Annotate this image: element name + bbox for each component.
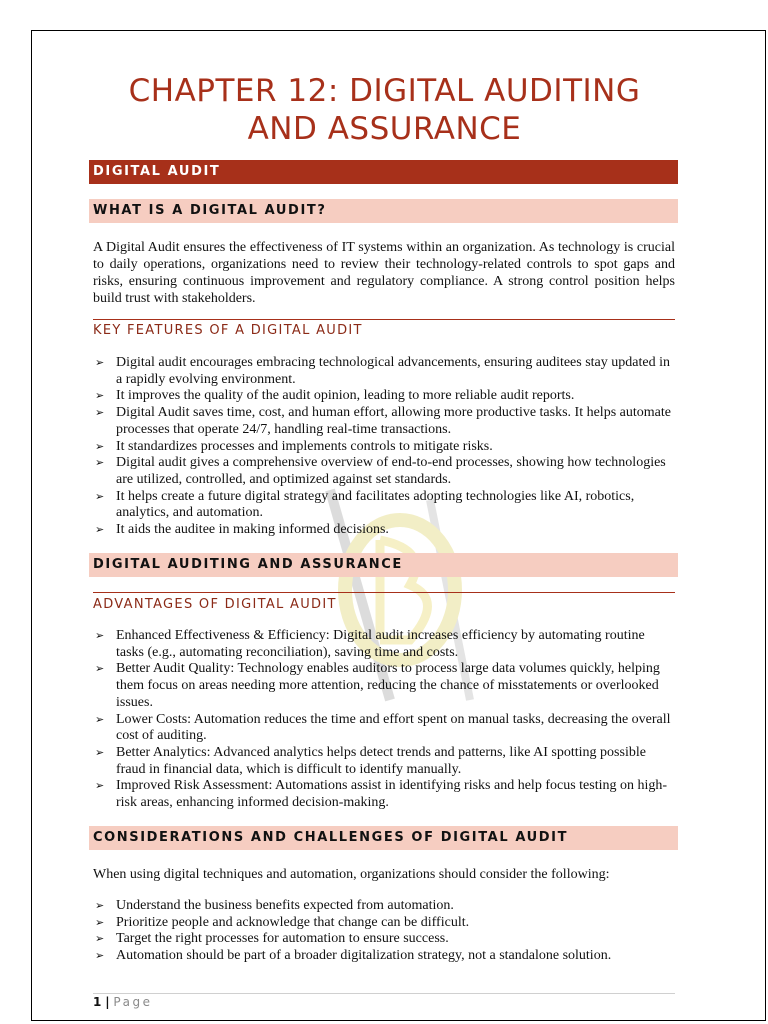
arrowhead-bullet-icon: ➢	[95, 662, 105, 676]
list-item: ➢ Enhanced Effectiveness & Efficiency: Digital audit increases efficiency by automating routine tasks (e.g., automating reconciliation), saving time and costs.	[95, 628, 645, 660]
list-item: ➢ Target the right processes for automation to ensure success.	[95, 931, 449, 947]
list-item: ➢ Digital Audit saves time, cost, and human effort, allowing more productive tasks. It helps automate processes that operate 24/7, handling real-time transactions.	[95, 405, 671, 437]
arrowhead-bullet-icon: ➢	[95, 523, 105, 537]
page-number: 1	[93, 995, 102, 1009]
advantages-rule	[93, 592, 675, 593]
list-item: ➢ It aids the auditee in making informed decisions.	[95, 522, 389, 538]
footer-separator: |	[105, 995, 110, 1009]
list-item: ➢ Understand the business benefits expected from automation.	[95, 898, 454, 913]
arrowhead-bullet-icon: ➢	[95, 489, 105, 503]
list-item: ➢ It improves the quality of the audit opinion, leading to more reliable audit reports.	[95, 388, 575, 404]
arrowhead-bullet-icon: ➢	[95, 915, 105, 929]
page-title: CHAPTER 12: DIGITAL AUDITING AND ASSURANCE	[128, 73, 641, 147]
key-features-heading: KEY FEATURES OF A DIGITAL AUDIT	[93, 323, 363, 338]
arrowhead-bullet-icon: ➢	[95, 356, 105, 369]
section-heading-digital-audit: DIGITAL AUDIT	[89, 160, 678, 184]
page-footer	[93, 995, 152, 1009]
arrowhead-bullet-icon: ➢	[95, 389, 105, 403]
list-item: ➢ Digital audit gives a comprehensive overview of end-to-end processes, showing how technologies are utilized, controlled, and optimized against set standards.	[95, 455, 666, 487]
list-item: ➢ Lower Costs: Automation reduces the time and effort spent on manual tasks, decreasing the overall cost of auditing.	[95, 711, 671, 744]
key-features-rule	[93, 319, 675, 320]
arrowhead-bullet-icon: ➢	[95, 949, 105, 963]
advantages-list	[93, 628, 675, 812]
list-item: ➢ Better Analytics: Advanced analytics helps detect trends and patterns, like AI spotting possible fraud in financial data, which is difficult to identify manually.	[95, 744, 646, 777]
arrowhead-bullet-icon: ➢	[95, 439, 105, 453]
arrowhead-bullet-icon: ➢	[95, 932, 105, 946]
arrowhead-bullet-icon: ➢	[95, 745, 105, 759]
footer-rule	[93, 993, 675, 994]
considerations-list	[93, 898, 675, 965]
arrowhead-bullet-icon: ➢	[95, 899, 105, 912]
list-item: ➢ It standardizes processes and implements controls to mitigate risks.	[95, 438, 493, 454]
advantages-heading: ADVANTAGES OF DIGITAL AUDIT	[93, 597, 337, 612]
arrowhead-bullet-icon: ➢	[95, 629, 105, 642]
list-item: ➢ Automation should be part of a broader digitalization strategy, not a standalone solution.	[95, 948, 612, 964]
list-item: ➢ Better Audit Quality: Technology enables auditors to process large data volumes quickly, helping them focus on areas needing more attention, reducing the chance of misstatements or overlooked issues.	[95, 661, 660, 710]
intro-paragraph: A Digital Audit ensures the effectiveness of IT systems within an organization. As technology is crucial to daily operations, organizations need to review their technology-related controls to spot gaps and risks, ensuring continuous improvement and regulatory compliance. A strong control position helps build trust with stakeholders.	[93, 240, 675, 306]
subheading-considerations-challenges: CONSIDERATIONS AND CHALLENGES OF DIGITAL AUDIT	[89, 826, 678, 850]
subheading-digital-auditing-assurance: DIGITAL AUDITING AND ASSURANCE	[89, 553, 678, 577]
considerations-intro: When using digital techniques and automation, organizations should consider the following:	[93, 867, 610, 882]
list-item: ➢ It helps create a future digital strategy and facilitates adopting technologies like AI, robotics, analytics, and automation.	[95, 488, 635, 521]
list-item: ➢ Prioritize people and acknowledge that change can be difficult.	[95, 914, 470, 930]
arrowhead-bullet-icon: ➢	[95, 779, 105, 793]
arrowhead-bullet-icon: ➢	[95, 456, 105, 470]
list-item: ➢ Improved Risk Assessment: Automations assist in identifying risks and help focus testing on high-risk areas, enhancing informed decision-making.	[95, 778, 668, 811]
subheading-what-is-digital-audit: WHAT IS A DIGITAL AUDIT?	[89, 199, 678, 223]
arrowhead-bullet-icon: ➢	[95, 406, 105, 420]
arrowhead-bullet-icon: ➢	[95, 712, 105, 726]
list-item: ➢ Digital audit encourages embracing technological advancements, ensuring auditees stay updated in a rapidly evolving environment.	[95, 355, 670, 387]
page-label: Page	[113, 995, 153, 1009]
key-features-list	[93, 355, 675, 539]
